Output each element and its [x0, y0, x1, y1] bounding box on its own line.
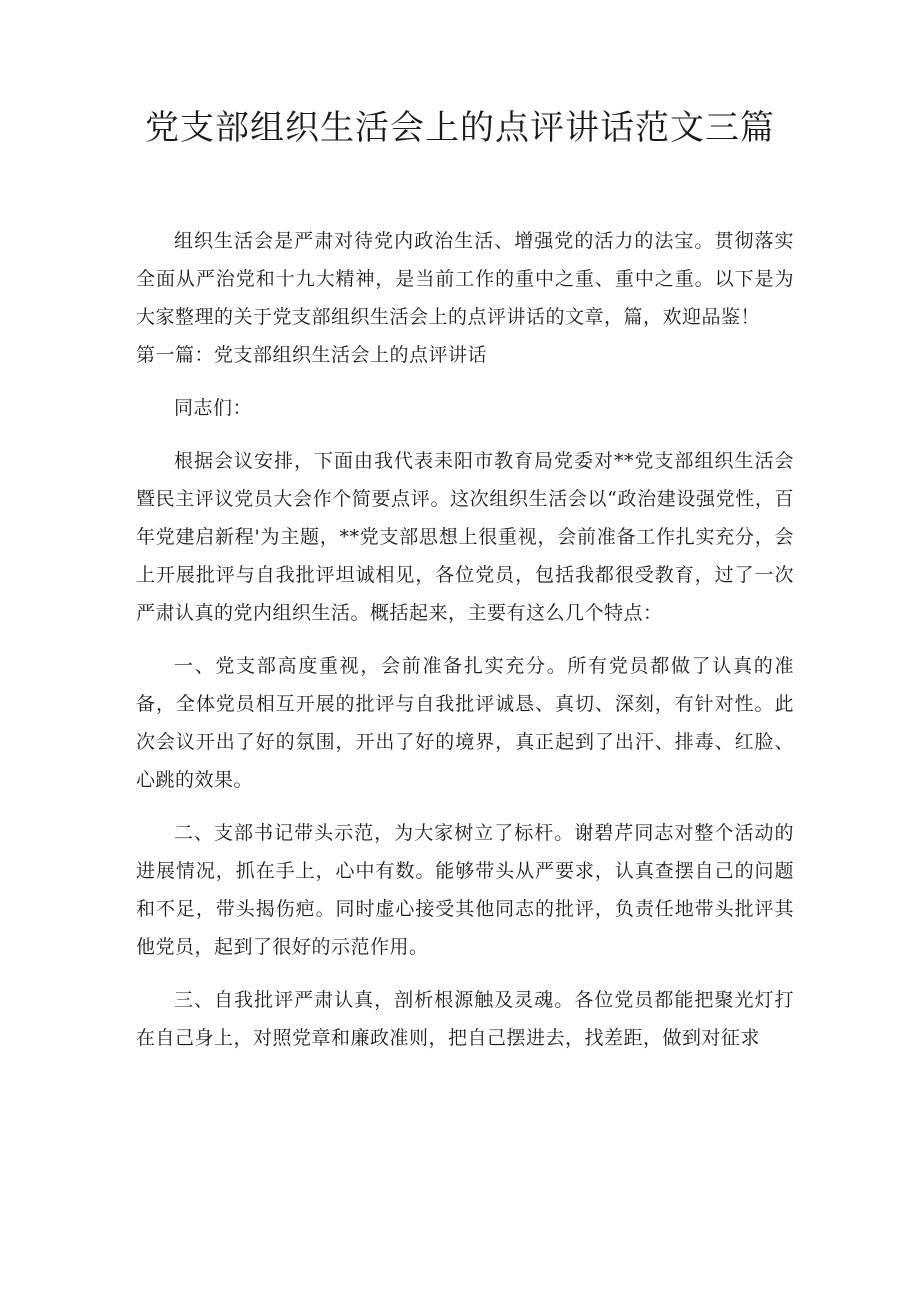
body-paragraph: 根据会议安排，下面由我代表耒阳市教育局党委对**党支部组织生活会暨民主评议党员大会作个简要点评。这次组织生活会以“政治建设强党性，百年党建启新程'为主题，**党支部思想上很重视，会前准备工作扎实充分，会上开展批评与自我批评坦诚相见，各位党员，包括我都很受教育，过了一次严肃认真的党内组织生活。概括起来，主要有这么几个特点： [136, 450, 794, 624]
body-paragraph: 三、自我批评严肃认真，剖析根源触及灵魂。各位党员都能把聚光灯打在自己身上，对照党章和廉政准则，把自己摆进去，找差距，做到对征求 [136, 989, 794, 1049]
greeting-line: 同志们： [174, 397, 253, 419]
intro-paragraph: 组织生活会是严肃对待党内政治生活、增强党的活力的法宝。贯彻落实全面从严治党和十九大精神，是当前工作的重中之重、重中之重。以下是为大家整理的关于党支部组织生活会上的点评讲话的文章，篇，欢迎品鉴！ [136, 230, 794, 328]
body-paragraph: 一、党支部高度重视，会前准备扎实充分。所有党员都做了认真的准备，全体党员相互开展的批评与自我批评诚恳、真切、深刻，有针对性。此次会议开出了好的氛围，开出了好的境界，真正起到了出汗、排毒、红脸、心跳的效果。 [136, 655, 794, 791]
section-heading: 第一篇：党支部组织生活会上的点评讲话 [136, 344, 488, 366]
document-body [136, 222, 794, 1057]
body-paragraph: 二、支部书记带头示范，为大家树立了标杆。谢碧芹同志对整个活动的进展情况，抓在手上，心中有数。能够带头从严要求，认真查摆自己的问题和不足，带头揭伤疤。同时虚心接受其他同志的批评，负责任地带头批评其他党员，起到了很好的示范作用。 [136, 822, 794, 958]
document-title: 党支部组织生活会上的点评讲话范文三篇 [145, 108, 775, 148]
